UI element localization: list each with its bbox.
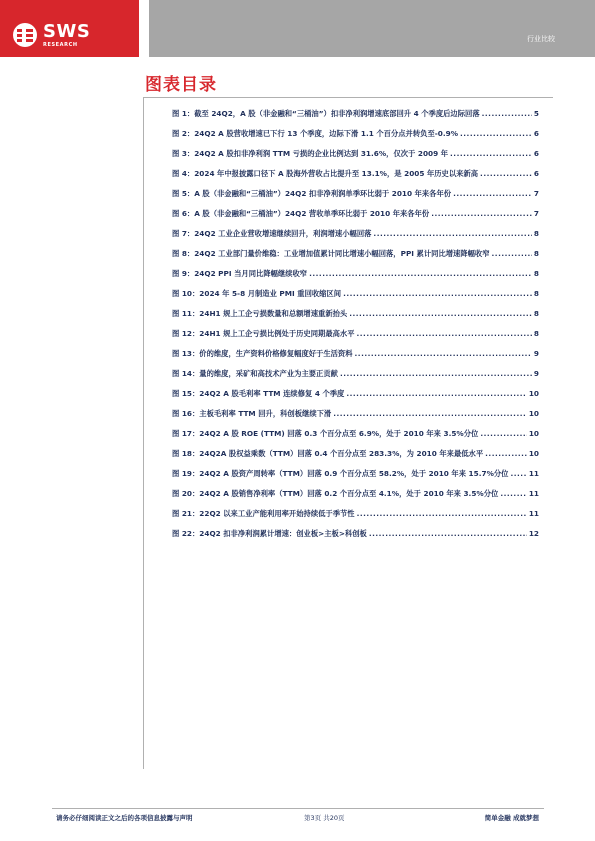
- figure-entry-page: 8: [533, 229, 539, 238]
- figure-list-entry[interactable]: [172, 187, 539, 200]
- dot-leader: [333, 407, 527, 420]
- figure-entry-title[interactable]: 图 21：22Q2 以来工业产能利用率开始持续低于季节性: [172, 509, 355, 518]
- figure-entry-page: 8: [533, 289, 539, 298]
- dot-leader: [480, 167, 532, 180]
- figure-list-entry[interactable]: [172, 447, 539, 460]
- figure-entry-title[interactable]: 图 16：主板毛利率 TTM 回升，科创板继续下滑: [172, 409, 332, 418]
- figure-entry-page: 7: [533, 209, 539, 218]
- figure-list-entry[interactable]: [172, 327, 539, 340]
- footer-divider: [52, 808, 544, 809]
- figure-list-entry[interactable]: [172, 247, 539, 260]
- dot-leader: [453, 187, 532, 200]
- figure-entry-title[interactable]: 图 9：24Q2 PPI 当月同比降幅继续收窄: [172, 269, 308, 278]
- figure-list-entry[interactable]: [172, 347, 539, 360]
- dot-leader: [450, 147, 532, 160]
- figure-list-entry[interactable]: [172, 127, 539, 140]
- dot-leader: [349, 307, 532, 320]
- footer-slogan: 简单金融 成就梦想: [484, 814, 539, 822]
- figure-list-entry[interactable]: [172, 227, 539, 240]
- figure-entry-page: 8: [533, 329, 539, 338]
- figure-entry-title[interactable]: 图 6：A 股（非金融和“三桶油”）24Q2 营收单季环比弱于 2010 年来各年份: [172, 209, 430, 218]
- figure-entry-page: 11: [528, 489, 539, 498]
- footer-disclaimer[interactable]: 请务必仔细阅读正文之后的各项信息披露与声明: [56, 814, 193, 822]
- figure-entry-title[interactable]: 图 13：价的维度，生产资料价格修复幅度好于生活资料: [172, 349, 353, 358]
- figure-entry-page: 12: [528, 529, 539, 538]
- figure-list-entry[interactable]: [172, 507, 539, 520]
- figure-entry-page: 9: [533, 369, 539, 378]
- figure-list: [172, 107, 539, 547]
- figure-entry-title[interactable]: 图 19：24Q2 A 股资产周转率（TTM）回落 0.9 个百分点至 58.2%，处于 2010 年来 15.7%分位: [172, 469, 509, 478]
- figure-entry-title[interactable]: 图 17：24Q2 A 股 ROE (TTM) 回落 0.3 个百分点至 6.9%，处于 2010 年来 3.5%分位: [172, 429, 479, 438]
- figure-list-entry[interactable]: [172, 287, 539, 300]
- sws-logo: [12, 21, 90, 49]
- figure-entry-page: 9: [533, 349, 539, 358]
- figure-entry-title[interactable]: 图 7：24Q2 工业企业营收增速继续回升，利润增速小幅回落: [172, 229, 372, 238]
- figure-entry-page: 6: [533, 149, 539, 158]
- sws-logo-icon: [12, 22, 38, 48]
- left-divider: [143, 97, 144, 769]
- dot-leader: [500, 487, 527, 500]
- dot-leader: [510, 467, 526, 480]
- figure-list-entry[interactable]: [172, 527, 539, 540]
- figure-entry-page: 8: [533, 269, 539, 278]
- figure-list-entry[interactable]: [172, 107, 539, 120]
- dot-leader: [346, 387, 527, 400]
- figure-list-entry[interactable]: [172, 267, 539, 280]
- figure-entry-title[interactable]: 图 18：24Q2A 股权益乘数（TTM）回落 0.4 个百分点至 283.3%，为 2010 年来最低水平: [172, 449, 484, 458]
- figure-entry-title[interactable]: 图 10：2024 年 5-8 月制造业 PMI 重回收缩区间: [172, 289, 342, 298]
- figure-entry-title[interactable]: 图 4：2024 年中报披露口径下 A 股海外营收占比提升至 13.1%，是 2005 年历史以来新高: [172, 169, 479, 178]
- figure-list-entry[interactable]: [172, 487, 539, 500]
- dot-leader: [373, 227, 532, 240]
- figure-entry-page: 5: [533, 109, 539, 118]
- figure-list-entry[interactable]: [172, 407, 539, 420]
- dot-leader: [480, 427, 527, 440]
- figure-entry-page: 6: [533, 129, 539, 138]
- figure-entry-title[interactable]: 图 3：24Q2 A 股扣非净利润 TTM 亏损的企业比例达到 31.6%，仅次于 2009 年: [172, 149, 449, 158]
- figure-entry-title[interactable]: 图 11：24H1 规上工企亏损数量和总额增速重新抬头: [172, 309, 348, 318]
- dot-leader: [431, 207, 532, 220]
- figure-entry-title[interactable]: 图 8：24Q2 工业部门量价维稳：工业增加值累计同比增速小幅回落，PPI 累计同比增速降幅收窄: [172, 249, 490, 258]
- page-number: 第3页 共20页: [304, 814, 345, 822]
- dot-leader: [357, 327, 532, 340]
- section-label: 行业比较: [527, 35, 555, 43]
- figure-entry-page: 10: [528, 409, 539, 418]
- figure-entry-title[interactable]: 图 14：量的维度，采矿和高技术产业为主要正贡献: [172, 369, 338, 378]
- figure-list-entry[interactable]: [172, 367, 539, 380]
- figure-entry-title[interactable]: 图 2：24Q2 A 股营收增速已下行 13 个季度，边际下滑 1.1 个百分点并转负至-0.9%: [172, 129, 459, 138]
- figure-list-entry[interactable]: [172, 167, 539, 180]
- dot-leader: [482, 107, 532, 120]
- dot-leader: [355, 347, 532, 360]
- page-title: 图表目录: [145, 75, 217, 95]
- figure-list-entry[interactable]: [172, 427, 539, 440]
- figure-entry-page: 11: [528, 469, 539, 478]
- dot-leader: [343, 287, 532, 300]
- figure-entry-title[interactable]: 图 15：24Q2 A 股毛利率 TTM 连续修复 4 个季度: [172, 389, 345, 398]
- figure-list-entry[interactable]: [172, 307, 539, 320]
- figure-entry-page: 10: [528, 389, 539, 398]
- dot-leader: [485, 447, 527, 460]
- figure-entry-title[interactable]: 图 1：截至 24Q2，A 股（非金融和“三桶油”）扣非净利润增速底部回升 4 个季度后边际回落: [172, 109, 480, 118]
- figure-list-entry[interactable]: [172, 387, 539, 400]
- figure-list-entry[interactable]: [172, 467, 539, 480]
- figure-entry-title[interactable]: 图 20：24Q2 A 股销售净利率（TTM）回落 0.2 个百分点至 4.1%，处于 2010 年来 3.5%分位: [172, 489, 499, 498]
- logo-wordmark: SWS: [43, 20, 91, 42]
- figure-entry-title[interactable]: 图 5：A 股（非金融和“三桶油”）24Q2 扣非净利润单季环比弱于 2010 年来各年份: [172, 189, 452, 198]
- dot-leader: [357, 507, 527, 520]
- figure-entry-page: 8: [533, 249, 539, 258]
- title-divider: [143, 97, 553, 98]
- figure-entry-title[interactable]: 图 22：24Q2 扣非净利润累计增速：创业板>主板>科创板: [172, 529, 367, 538]
- figure-list-entry[interactable]: [172, 147, 539, 160]
- logo-subtitle: RESEARCH: [43, 41, 78, 48]
- figure-entry-page: 11: [528, 509, 539, 518]
- figure-entry-page: 10: [528, 429, 539, 438]
- dot-leader: [460, 127, 532, 140]
- figure-list-entry[interactable]: [172, 207, 539, 220]
- dot-leader: [369, 527, 527, 540]
- dot-leader: [309, 267, 532, 280]
- figure-entry-page: 8: [533, 309, 539, 318]
- header-banner: [149, 0, 595, 57]
- figure-entry-page: 7: [533, 189, 539, 198]
- figure-entry-page: 6: [533, 169, 539, 178]
- figure-entry-title[interactable]: 图 12：24H1 规上工企亏损比例处于历史同期最高水平: [172, 329, 355, 338]
- dot-leader: [340, 367, 532, 380]
- figure-entry-page: 10: [528, 449, 539, 458]
- header-divider: [139, 0, 149, 57]
- dot-leader: [492, 247, 532, 260]
